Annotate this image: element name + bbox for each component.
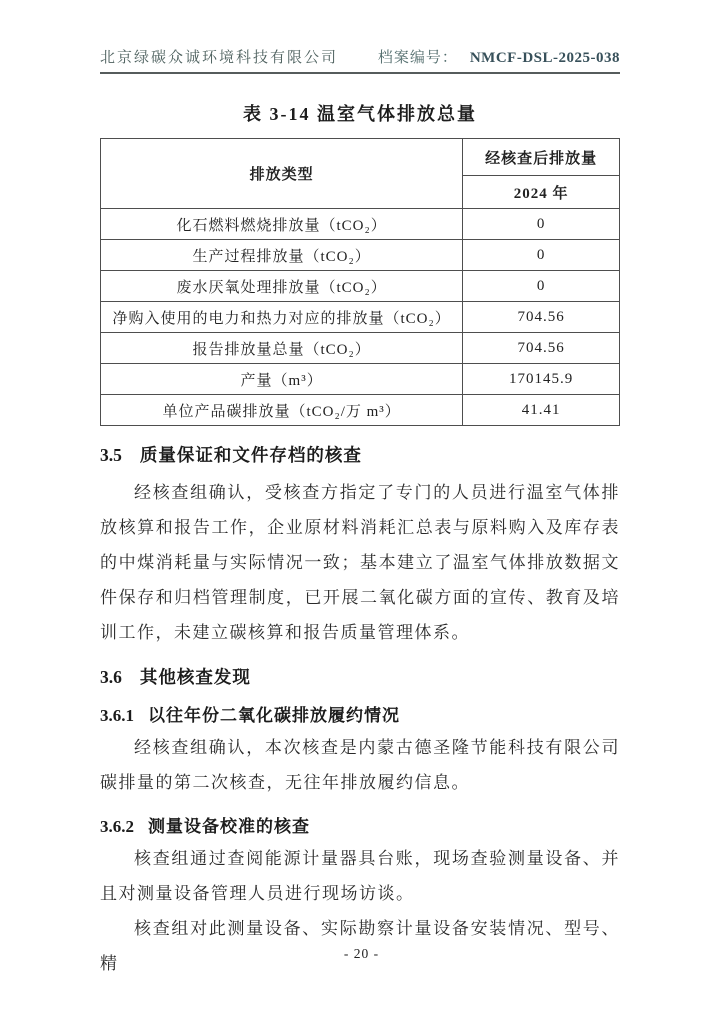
column-header-emission-type: 排放类型 [101, 139, 463, 209]
section-heading-3-6 [100, 664, 620, 689]
section-heading-3-5 [100, 442, 620, 467]
row-value: 0 [463, 240, 620, 271]
page-header [100, 46, 620, 74]
paragraph: 经核查组确认，受核查方指定了专门的人员进行温室气体排放核算和报告工作，企业原材料消耗汇总表与原料购入及库存表的中煤消耗量与实际情况一致；基本建立了温室气体排放数据文件保存和归档管理制度，已开展二氧化碳方面的宣传、教育及培训工作，未建立碳核算和报告质量管理体系。 [100, 483, 620, 642]
table-row [101, 333, 620, 364]
table-row [101, 395, 620, 426]
section-number: 3.6.1 [100, 706, 134, 725]
section-title: 测量设备校准的核查 [148, 817, 310, 836]
table-title: 表 3-14 温室气体排放总量 [243, 104, 477, 124]
company-name: 北京绿碳众诚环境科技有限公司 [100, 50, 339, 66]
table-row [101, 209, 620, 240]
archive-number-value: NMCF-DSL-2025-038 [469, 50, 620, 66]
row-label: 报告排放量总量（tCO₂） [101, 333, 463, 364]
column-header-verified-emissions: 经核查后排放量 [463, 139, 620, 176]
row-value: 0 [463, 271, 620, 302]
table-header-row [101, 139, 620, 176]
section-heading-3-6-2 [100, 812, 620, 837]
section-number: 3.5 [100, 445, 122, 465]
row-value: 41.41 [463, 395, 620, 426]
section-number: 3.6.2 [100, 817, 134, 836]
row-label: 产量（m³） [101, 364, 463, 395]
row-label: 废水厌氧处理排放量（tCO₂） [101, 271, 463, 302]
paragraph: 核查组对此测量设备、实际勘察计量设备安装情况、型号、精 [100, 919, 620, 973]
row-label: 化石燃料燃烧排放量（tCO₂） [101, 209, 463, 240]
table-row [101, 240, 620, 271]
row-value: 704.56 [463, 333, 620, 364]
paragraph: 核查组通过查阅能源计量器具台账，现场查验测量设备、并且对测量设备管理人员进行现场访谈。 [100, 849, 620, 903]
row-label: 生产过程排放量（tCO₂） [101, 240, 463, 271]
row-value: 170145.9 [463, 364, 620, 395]
row-label: 单位产品碳排放量（tCO₂/万 m³） [101, 395, 463, 426]
page-number: - 20 - [343, 946, 380, 961]
row-value: 0 [463, 209, 620, 240]
archive-number [378, 46, 620, 67]
table-row [101, 302, 620, 333]
section-title: 以往年份二氧化碳排放履约情况 [148, 706, 400, 725]
row-label: 净购入使用的电力和热力对应的排放量（tCO₂） [101, 302, 463, 333]
paragraph: 经核查组确认，本次核查是内蒙古德圣隆节能科技有限公司碳排量的第二次核查，无往年排放履约信息。 [100, 738, 620, 792]
table-row [101, 364, 620, 395]
section-number: 3.6 [100, 667, 122, 687]
section-title: 其他核查发现 [139, 667, 251, 687]
section-title: 质量保证和文件存档的核查 [139, 445, 362, 465]
archive-number-label: 档案编号： [377, 50, 458, 66]
section-heading-3-6-1 [100, 701, 620, 726]
column-header-year: 2024 年 [463, 176, 620, 209]
row-value: 704.56 [463, 302, 620, 333]
emissions-table [100, 138, 620, 426]
table-row [101, 271, 620, 302]
